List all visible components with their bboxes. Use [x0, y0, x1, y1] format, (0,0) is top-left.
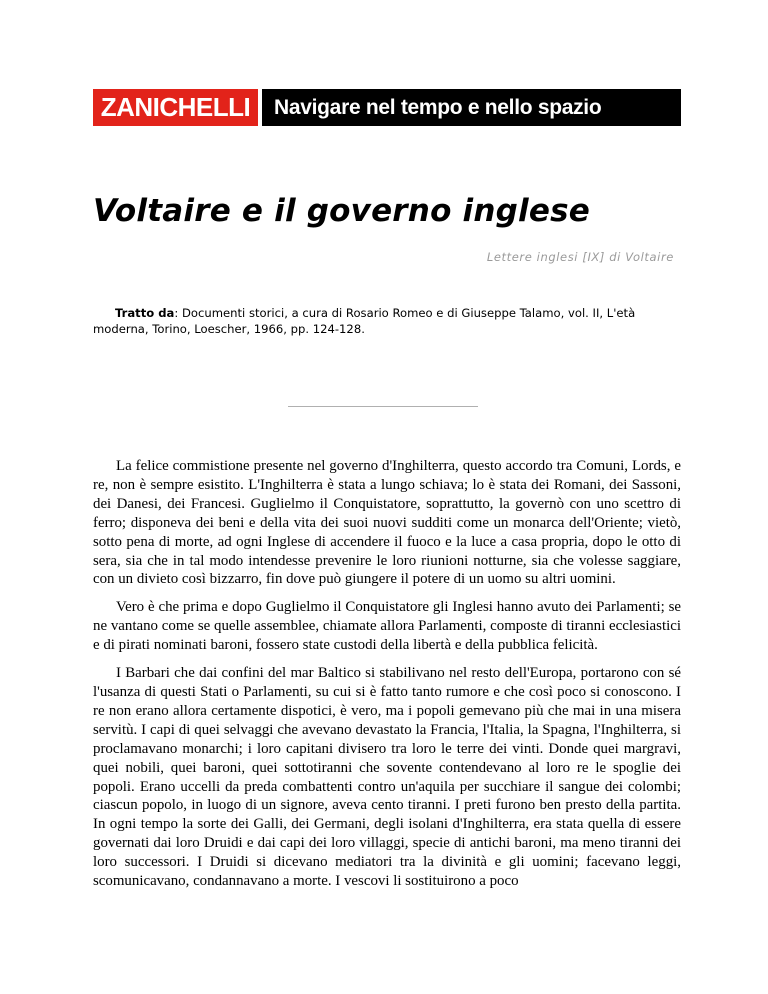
paragraph: Vero è che prima e dopo Guglielmo il Conquistatore gli Inglesi hanno avuto dei Parlamenti; se ne vantano come se quelle assemblee, chiamate allora Parlamenti, composte di tiranni ecclesiastici e di pirati nominati baroni, fossero state custodi della libertà e della pubblica felicità. — [93, 599, 681, 654]
page-subtitle: Lettere inglesi [IX] di Voltaire — [486, 250, 674, 264]
source-text: : Documenti storici, a cura di Rosario Romeo e di Giuseppe Talamo, vol. II, L'età moderna, Torino, Loescher, 1966, pp. 124-128. — [93, 306, 636, 336]
source-citation — [93, 305, 683, 337]
source-label: Tratto da — [115, 306, 175, 320]
paragraph: La felice commistione presente nel governo d'Inghilterra, questo accordo tra Comuni, Lords, e re, non è sempre esistito. L'Inghilterra è stata a lungo schiava; lo è stata dei Romani, dei Sassoni, dei Danesi, dei Francesi. Guglielmo il Conquistatore, soprattutto, la governò con uno scettro di ferro; disponeva dei beni e della vita dei suoi nuovi sudditi come un monarca dell'Oriente; vietò, sotto pena di morte, ad ogni Inglese di accendere il fuoco e la luce a casa propria, dopo le otto di sera, sia che in tal modo intendesse prevenire le loro riunioni notturne, sia che volesse saggiare, con un divieto così bizzarro, fin dove può giungere il potere di un uomo su altri uomini. — [93, 458, 681, 588]
body-text — [93, 457, 681, 900]
page-title: Voltaire e il governo inglese — [93, 193, 590, 229]
brand-logo: ZANICHELLI — [93, 89, 258, 126]
header-banner — [93, 89, 681, 126]
banner-tagline: Navigare nel tempo e nello spazio — [274, 95, 602, 119]
section-divider — [288, 406, 478, 407]
paragraph: I Barbari che dai confini del mar Baltico si stabilivano nel resto dell'Europa, portarono con sé l'usanza di questi Stati o Parlamenti, su cui si è fatto tanto rumore e che così poco si conoscono. I re non erano allora certamente dispotici, è vero, ma i popoli gemevano più che mai in una misera servitù. I capi di quei selvaggi che avevano devastato la Francia, l'Italia, la Spagna, l'Inghilterra, si proclamavano monarchi; i loro capitani divisero tra loro le terre dei vinti. Donde quei margravi, quei nobili, quei baroni, quei sottotiranni che sovente contendevano al loro re le spoglie dei popoli. Erano uccelli da preda combattenti contro un'aquila per succhiare il sangue dei colombi; ciascun popolo, in luogo di un signore, aveva cento tiranni. I preti furono ben presto della partita. In ogni tempo la sorte dei Galli, dei Germani, degli isolani d'Inghilterra, era stata quella di essere governati dai loro Druidi e dai capi dei loro villaggi, specie di antichi baroni, ma meno tiranni dei loro successori. I Druidi si dicevano mediatori tra la divinità e gli uomini; facevano leggi, scomunicavano, condannavano a morte. I vescovi li sostituirono a poco — [93, 665, 681, 890]
